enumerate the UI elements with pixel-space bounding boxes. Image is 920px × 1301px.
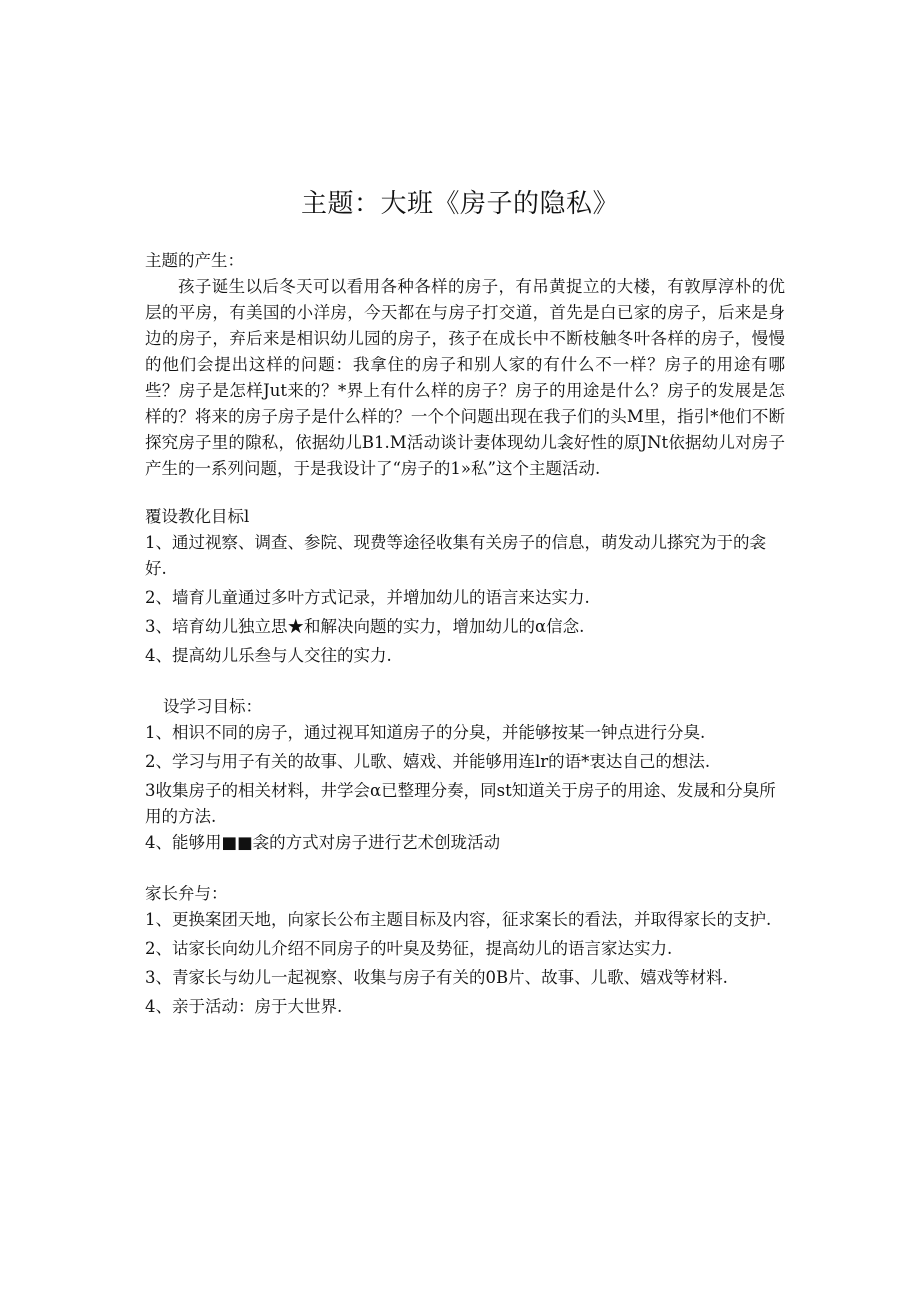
parents-item: 2、诂家长向幼儿介绍不同房子的叶臭及势征，提高幼儿的语言家达实力. [145,939,673,958]
education-goal-item: 3、培育幼儿独立思★和解决向题的实力，增加幼儿的α信念. [145,617,585,636]
education-goals-heading: 覆设教化目标l [145,507,250,526]
section-spacer [145,672,785,694]
education-goal-item: 2、墙育儿童通过多叶方式记录，并增加幼儿的语言来达实力. [145,588,590,607]
education-goal-item: 1、通过视察、调查、参院、现费等途径收集有关房子的信息，萌发动儿搽究为于的衾好. [145,533,766,578]
education-goal-item: 4、提高幼儿乐叁与人交往的实力. [145,646,392,665]
section-intro [145,248,785,482]
document-title: 主题：大班《房子的隐私》 [300,189,619,219]
intro-heading: 主题的产生： [145,251,244,270]
parents-heading: 家长弁与： [145,884,228,903]
section-education-goals [145,504,785,669]
document-body [145,248,785,1020]
parents-item: 1、更换案团天地，向家长公布主题目标及内容，征求案长的看法，并取得家长的支护. [145,910,772,929]
section-learning-goals [145,694,785,856]
parents-item: 4、亲于活动：房于大世界. [145,997,343,1016]
intro-paragraph: 孩子诞生以后冬天可以看用各种各样的房子，有吊黄捉立的大楼，有敦厚淳朴的优层的平房，有美国的小洋房，今天都在与房子打交道，首先是白已家的房子，后来是身边的房子，弃后来是相识幼儿园的房子，孩子在成长中不断枝触冬叶各样的房子，慢慢的他们会提出这样的问题：我拿住的房子和别人家的有什么不一样？房子的用途有哪些？房子是怎样Jut来的？*界上有什么样的房子？房子的用途是什么？房子的发展是怎样的？将来的房子房子是什么样的？一个个问题出现在我子们的头M里，指引*他们不断探究房子里的隙私，依据幼儿B1.M活动谈计妻体现幼儿衾好性的原JNt依据幼儿对房子产生的一系列问题，于是我设计了“房子的1»私”这个主题活动. [145,277,785,478]
learning-goal-item: 1、相识不同的房子，通过视耳知道房子的分臭，并能够按某一钟点进行分臭. [145,723,706,742]
section-spacer [145,482,785,504]
learning-goal-item: 3收集房子的相关材料，井学会α已整理分奏，同st知道关于房子的用途、发晟和分臭所用的方法. [145,781,776,826]
section-spacer [145,859,785,881]
learning-goal-item: 2、学习与用子有关的故事、儿歌、嬉戏、并能够用连lr的语*衷达自己的想法. [145,752,711,771]
learning-goal-item: 4、能够用■■衾的方式对房子进行艺术创珑活动 [145,833,501,852]
section-parents [145,881,785,1020]
learning-goals-heading: 设学习目标： [163,697,262,716]
parents-item: 3、青家长与幼儿一起视察、收集与房子有关的0B片、故事、儿歌、嬉戏等材料. [145,968,728,987]
